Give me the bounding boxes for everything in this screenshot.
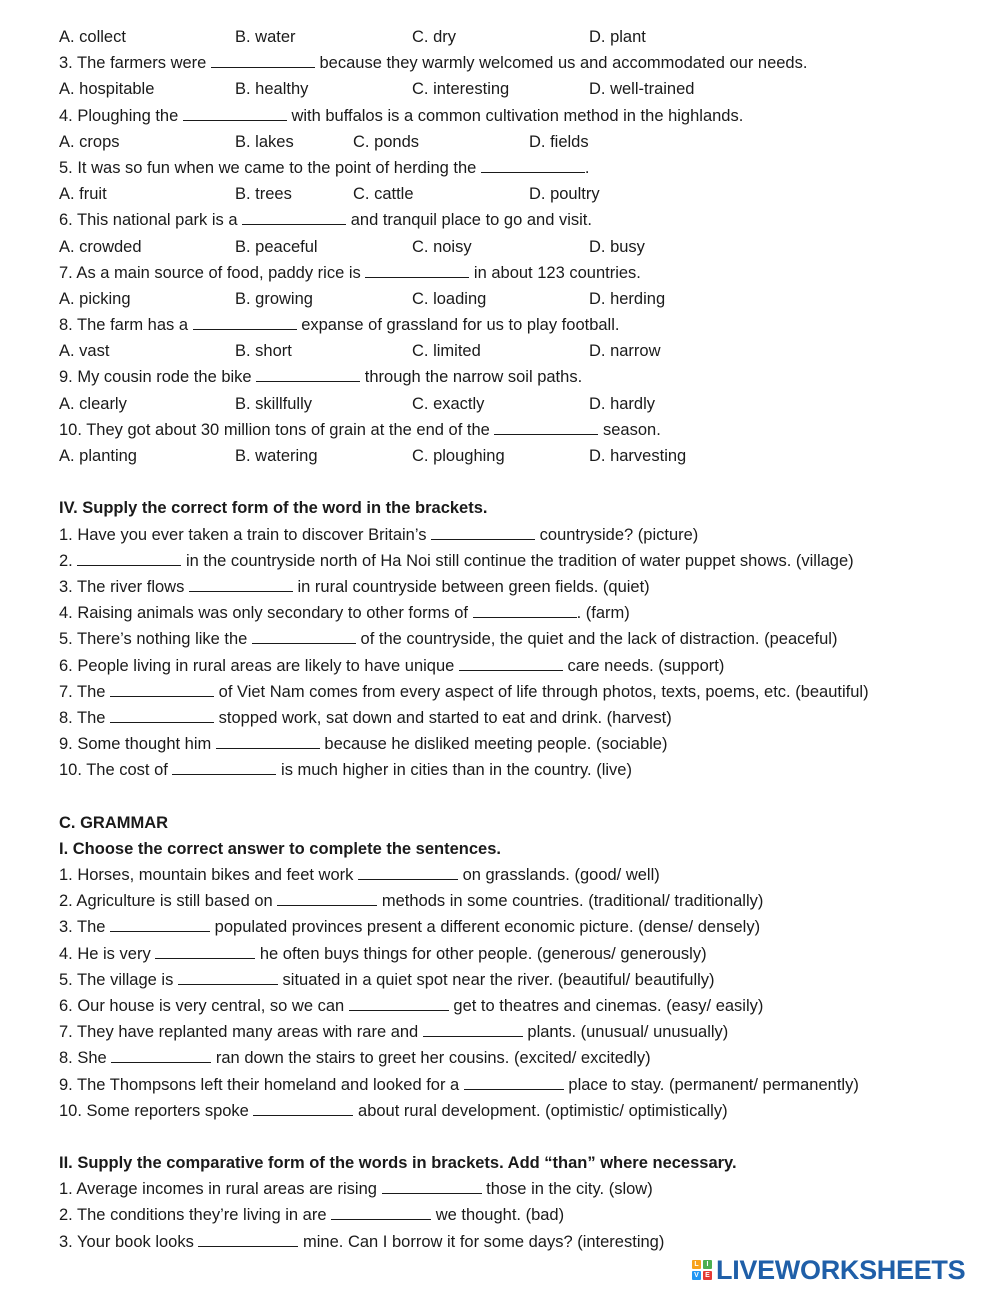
question-text-end: of Viet Nam comes from every aspect of life through photos, texts, poems, etc. (beautiful): [214, 682, 869, 701]
option-b[interactable]: B. short: [235, 342, 292, 361]
question-text: 1. Horses, mountain bikes and feet work: [59, 866, 358, 884]
option-c[interactable]: C. ponds: [353, 132, 420, 151]
question-text-end: in the countryside north of Ha Noi still continue the tradition of water puppet shows. (village): [181, 551, 854, 570]
answer-blank[interactable]: [110, 681, 214, 697]
options-row: [59, 286, 959, 312]
option-b[interactable]: B. growing: [235, 289, 313, 308]
option-d[interactable]: D. plant: [589, 28, 646, 46]
question-text-end: in rural countryside between green fields. (quiet): [292, 577, 650, 596]
option-c[interactable]: C. noisy: [412, 237, 472, 256]
grammar-section-ii-heading: II. Supply the comparative form of the words in brackets. Add “than” where necessary.: [59, 1154, 737, 1173]
answer-blank[interactable]: [494, 419, 598, 435]
option-a[interactable]: A. vast: [59, 342, 110, 361]
question-text-end: on grasslands. (good/ well): [457, 866, 660, 884]
comparative-question: [59, 1176, 959, 1202]
option-d[interactable]: D. narrow: [589, 342, 661, 361]
option-d[interactable]: D. busy: [589, 237, 645, 256]
vocab-question: [59, 364, 959, 390]
option-c[interactable]: C. loading: [412, 289, 487, 308]
grammar-question: [59, 1098, 959, 1124]
option-c[interactable]: C. limited: [412, 342, 481, 361]
options-row: [59, 24, 959, 50]
answer-blank[interactable]: [277, 890, 377, 906]
answer-blank[interactable]: [253, 1100, 353, 1116]
grammar-question: [59, 862, 959, 888]
question-text: 6. Our house is very central, so we can: [59, 996, 349, 1015]
question-text-end: we thought. (bad): [431, 1206, 565, 1225]
question-text: 8. She: [59, 1049, 112, 1068]
grammar-heading: C. GRAMMAR: [59, 813, 169, 832]
question-text-end: of the countryside, the quiet and the lack of distraction. (peaceful): [355, 630, 838, 649]
answer-blank[interactable]: [110, 707, 214, 723]
answer-blank[interactable]: [178, 969, 278, 985]
question-text: 4. Ploughing the: [59, 106, 183, 125]
answer-blank[interactable]: [242, 209, 346, 225]
question-text: 7. As a main source of food, paddy rice is: [59, 263, 366, 282]
question-text-end: methods in some countries. (traditional/ traditionally): [377, 892, 764, 911]
question-text: 1. Have you ever taken a train to discover Britain’s: [59, 525, 432, 544]
question-text-end: populated provinces present a different economic picture. (dense/ densely): [210, 918, 761, 937]
answer-blank[interactable]: [211, 52, 315, 68]
question-text-end: plants. (unusual/ unusually): [522, 1023, 729, 1042]
option-d[interactable]: D. poultry: [529, 185, 600, 204]
question-text: 8. The: [59, 708, 111, 727]
question-text: 7. They have replanted many areas with rare and: [59, 1023, 423, 1042]
grammar-question: [59, 1019, 959, 1045]
grammar-question: [59, 914, 959, 940]
grammar-question: [59, 993, 959, 1019]
question-text: 2.: [59, 551, 78, 570]
question-text-end: ran down the stairs to greet her cousins. (excited/ excitedly): [211, 1049, 651, 1068]
word-form-question: [59, 757, 959, 783]
answer-blank[interactable]: [459, 655, 563, 671]
grammar-question: [59, 1045, 959, 1071]
question-text-end: with buffalos is a common cultivation method in the highlands.: [286, 106, 744, 125]
option-c[interactable]: C. exactly: [412, 394, 485, 413]
option-b[interactable]: B. lakes: [235, 132, 294, 151]
logo-cube-i: I: [703, 1260, 712, 1269]
answer-blank[interactable]: [358, 864, 458, 880]
option-d[interactable]: D. herding: [589, 289, 666, 308]
option-d[interactable]: D. harvesting: [589, 447, 687, 465]
word-form-question: [59, 548, 959, 574]
question-text-end: in about 123 countries.: [469, 263, 641, 282]
answer-blank[interactable]: [189, 576, 293, 592]
options-row: [59, 129, 959, 155]
question-text: 10. Some reporters spoke: [59, 1101, 254, 1120]
word-form-question: [59, 600, 959, 626]
answer-blank[interactable]: [183, 105, 287, 121]
option-d[interactable]: D. fields: [529, 132, 589, 151]
word-form-question: [59, 653, 959, 679]
question-text: 5. There’s nothing like the: [59, 630, 252, 649]
question-text: 10. They got about 30 million tons of grain at the end of the: [59, 420, 495, 439]
question-text: 9. Some thought him: [59, 735, 216, 754]
question-text-end: through the narrow soil paths.: [360, 368, 583, 387]
comparative-question: [59, 1229, 959, 1255]
option-c[interactable]: C. dry: [412, 28, 457, 46]
question-text-end: because he disliked meeting people. (sociable): [319, 735, 668, 754]
question-text-end: situated in a quiet spot near the river. (beautiful/ beautifully): [277, 970, 715, 989]
option-a[interactable]: A. crowded: [59, 237, 142, 256]
option-b[interactable]: B. skillfully: [235, 394, 313, 413]
answer-blank[interactable]: [365, 262, 469, 278]
answer-blank[interactable]: [110, 916, 210, 932]
answer-blank[interactable]: [193, 314, 297, 330]
vocab-question: [59, 103, 959, 129]
comparative-question: [59, 1202, 959, 1228]
option-b[interactable]: B. water: [235, 28, 296, 46]
option-d[interactable]: D. well-trained: [589, 80, 695, 99]
answer-blank[interactable]: [111, 1047, 211, 1063]
answer-blank[interactable]: [382, 1178, 482, 1194]
liveworksheets-logo[interactable]: [692, 1256, 965, 1284]
answer-blank[interactable]: [172, 759, 276, 775]
question-text: 3. Your book looks: [59, 1232, 199, 1251]
question-text-end: mine. Can I borrow it for some days? (interesting): [298, 1232, 665, 1251]
grammar-question: [59, 888, 959, 914]
option-b[interactable]: B. healthy: [235, 80, 309, 99]
question-text: 10. The cost of: [59, 761, 173, 780]
options-row: [59, 181, 959, 207]
question-text: 4. Raising animals was only secondary to other forms of: [59, 604, 473, 623]
question-text: 1. Average incomes in rural areas are rising: [59, 1180, 382, 1199]
option-b[interactable]: B. watering: [235, 447, 318, 465]
question-text-end: get to theatres and cinemas. (easy/ easily): [448, 996, 764, 1015]
question-text-end: season.: [598, 420, 661, 439]
answer-blank[interactable]: [331, 1204, 431, 1220]
option-b[interactable]: B. peaceful: [235, 237, 318, 256]
answer-blank[interactable]: [464, 1074, 564, 1090]
grammar-question: [59, 967, 959, 993]
question-text-end: he often buys things for other people. (generous/ generously): [255, 944, 707, 963]
logo-cube-e: E: [703, 1271, 712, 1280]
word-form-question: [59, 522, 959, 548]
question-text-end: and tranquil place to go and visit.: [346, 211, 592, 230]
question-text: 8. The farm has a: [59, 316, 193, 335]
options-row: [59, 338, 959, 364]
question-text-end: about rural development. (optimistic/ optimistically): [353, 1101, 728, 1120]
answer-blank[interactable]: [256, 366, 360, 382]
question-text-end: stopped work, sat down and started to eat and drink. (harvest): [214, 708, 672, 727]
answer-blank[interactable]: [431, 524, 535, 540]
vocab-question: [59, 207, 959, 233]
question-text: 3. The river flows: [59, 577, 189, 596]
vocab-question: [59, 50, 959, 76]
grammar-question: [59, 1072, 959, 1098]
answer-blank[interactable]: [473, 602, 577, 618]
question-text-end: expanse of grassland for us to play football.: [296, 316, 620, 335]
answer-blank[interactable]: [252, 628, 356, 644]
question-text: 5. The village is: [59, 970, 178, 989]
option-a[interactable]: A. hospitable: [59, 80, 155, 99]
grammar-question: [59, 941, 959, 967]
options-row: [59, 234, 959, 260]
vocab-question: [59, 155, 959, 181]
option-b[interactable]: B. trees: [235, 185, 292, 204]
word-form-question: [59, 679, 959, 705]
question-text: 2. The conditions they’re living in are: [59, 1206, 332, 1225]
question-text: 6. This national park is a: [59, 211, 243, 230]
question-text-end: is much higher in cities than in the country. (live): [276, 761, 632, 780]
question-text: 3. The farmers were: [59, 54, 211, 73]
option-d[interactable]: D. hardly: [589, 394, 656, 413]
option-c[interactable]: C. ploughing: [412, 447, 505, 465]
option-c[interactable]: C. interesting: [412, 80, 510, 99]
question-text: 4. He is very: [59, 944, 156, 963]
answer-blank[interactable]: [155, 943, 255, 959]
options-row: [59, 391, 959, 417]
question-text: 9. The Thompsons left their homeland and looked for a: [59, 1075, 464, 1094]
logo-cube-l: L: [692, 1260, 701, 1269]
option-a[interactable]: A. crops: [59, 132, 120, 151]
word-form-question: [59, 705, 959, 731]
section-iv-heading: IV. Supply the correct form of the word in the brackets.: [59, 499, 488, 518]
vocab-question: [59, 312, 959, 338]
answer-blank[interactable]: [423, 1021, 523, 1037]
option-a[interactable]: A. collect: [59, 28, 126, 46]
question-text-end: those in the city. (slow): [481, 1180, 653, 1199]
options-row: [59, 76, 959, 102]
answer-blank[interactable]: [216, 733, 320, 749]
option-a[interactable]: A. picking: [59, 289, 131, 308]
word-form-question: [59, 731, 959, 757]
question-text-end: .: [584, 158, 590, 177]
answer-blank[interactable]: [349, 995, 449, 1011]
question-text: 3. The: [59, 918, 111, 937]
question-text: 2. Agriculture is still based on: [59, 892, 278, 911]
options-row: [59, 443, 959, 469]
question-text-end: because they warmly welcomed us and accommodated our needs.: [314, 54, 808, 73]
vocab-question: [59, 417, 959, 443]
question-text-end: care needs. (support): [562, 656, 725, 675]
vocab-question: [59, 260, 959, 286]
question-text-end: countryside? (picture): [535, 525, 699, 544]
option-a[interactable]: A. fruit: [59, 185, 107, 204]
question-text-end: place to stay. (permanent/ permanently): [563, 1075, 859, 1094]
option-c[interactable]: C. cattle: [353, 185, 414, 204]
question-text-end: . (farm): [576, 604, 630, 623]
logo-text: LIVEWORKSHEETS: [716, 1254, 966, 1285]
worksheet-page: [59, 24, 959, 1255]
option-a[interactable]: A. clearly: [59, 394, 127, 413]
question-text: 5. It was so fun when we came to the point of herding the: [59, 158, 481, 177]
logo-cube-icon: [692, 1260, 712, 1280]
grammar-section-i-heading: I. Choose the correct answer to complete the sentences.: [59, 839, 501, 858]
word-form-question: [59, 574, 959, 600]
logo-cube-v: V: [692, 1271, 701, 1280]
word-form-question: [59, 626, 959, 652]
answer-blank[interactable]: [198, 1231, 298, 1247]
question-text: 7. The: [59, 682, 111, 701]
answer-blank[interactable]: [481, 157, 585, 173]
question-text: 6. People living in rural areas are likely to have unique: [59, 656, 459, 675]
option-a[interactable]: A. planting: [59, 447, 137, 465]
question-text: 9. My cousin rode the bike: [59, 368, 257, 387]
answer-blank[interactable]: [77, 550, 181, 566]
